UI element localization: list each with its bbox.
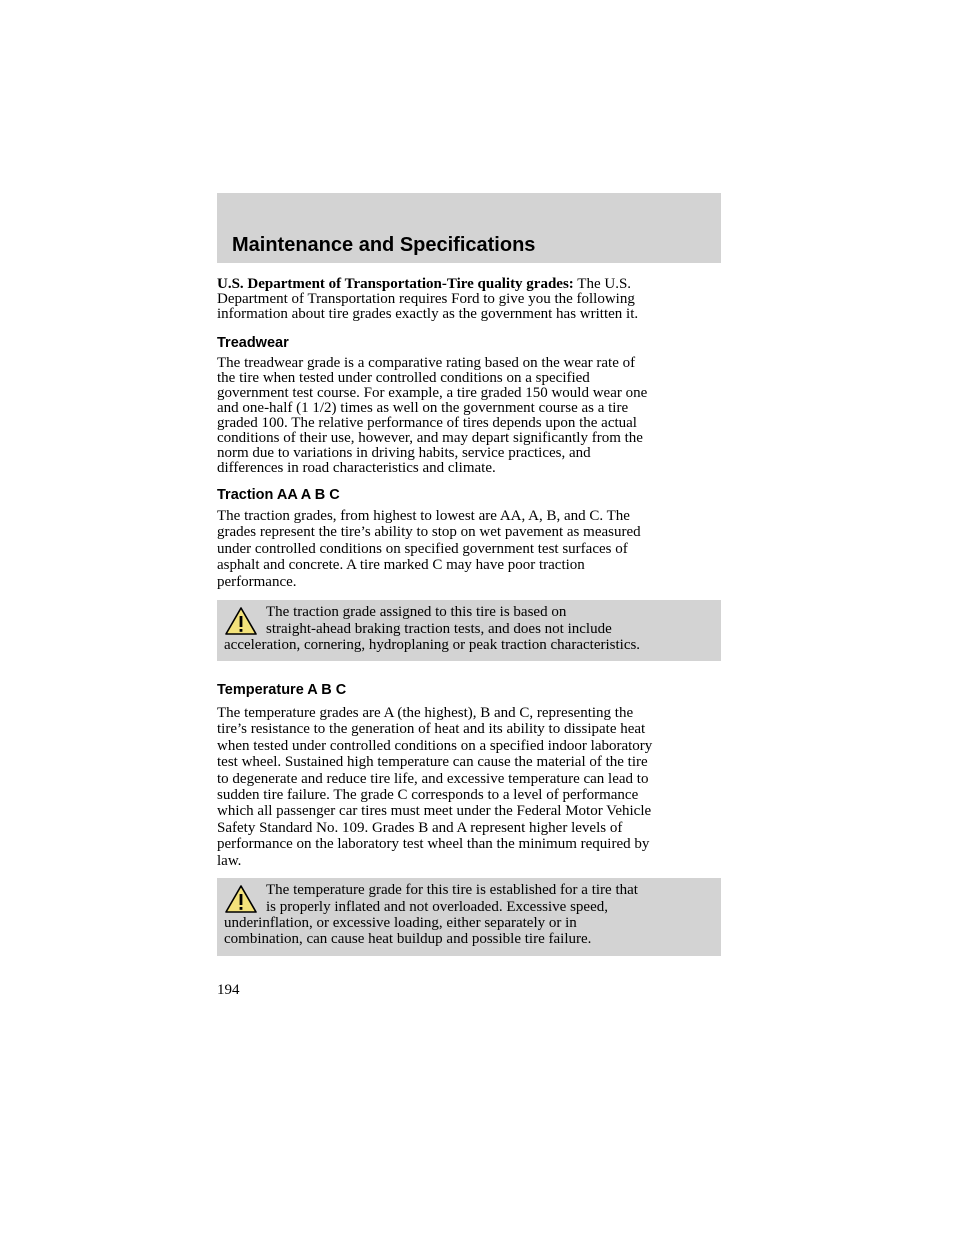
traction-paragraph — [217, 508, 721, 590]
treadwear-line: and one-half (1 1/2) times as well on the government course as a tire — [217, 400, 629, 416]
temperature-line: which all passenger car tires must meet under the Federal Motor Vehicle — [217, 803, 652, 820]
treadwear-line: the tire when tested under controlled conditions on a specified — [217, 370, 590, 386]
traction-warning-line: straight-ahead braking traction tests, and does not include — [266, 620, 612, 637]
temperature-warning-text — [224, 882, 715, 948]
traction-heading: Traction AA A B C — [217, 487, 340, 503]
treadwear-heading: Treadwear — [217, 335, 289, 351]
treadwear-line: The treadwear grade is a comparative rating based on the wear rate of — [217, 355, 636, 371]
temperature-line: law. — [217, 852, 242, 869]
treadwear-line: government test course. For example, a tire graded 150 would wear one — [217, 385, 648, 401]
section-title: Maintenance and Specifications — [232, 234, 536, 256]
treadwear-line: graded 100. The relative performance of tires depends upon the actual — [217, 415, 637, 431]
traction-warning-line: The traction grade assigned to this tire is based on — [266, 604, 567, 621]
treadwear-line: norm due to variations in driving habits, service practices, and — [217, 445, 591, 461]
temperature-line: to degenerate and reduce tire life, and excessive temperature can lead to — [217, 770, 649, 787]
treadwear-line: differences in road characteristics and climate. — [217, 460, 496, 476]
treadwear-paragraph — [217, 356, 721, 476]
temperature-line: Safety Standard No. 109. Grades B and A represent higher levels of — [217, 819, 623, 836]
traction-line: under controlled conditions on specified government test surfaces of — [217, 540, 628, 557]
temperature-warning-line: underinflation, or excessive loading, either separately or in — [224, 914, 577, 931]
page-body — [217, 277, 721, 956]
traction-warning-line: acceleration, cornering, hydroplaning or peak traction characteristics. — [224, 637, 641, 654]
intro-line-3: information about tire grades exactly as the government has written it. — [217, 306, 639, 322]
temperature-line: tire’s resistance to the generation of heat and its ability to dissipate heat — [217, 721, 646, 738]
temperature-warning-line: is properly inflated and not overloaded. Excessive speed, — [266, 898, 608, 915]
intro-paragraph — [217, 277, 721, 322]
intro-line-1: The U.S. — [577, 276, 632, 292]
traction-line: The traction grades, from highest to lowest are AA, A, B, and C. The — [217, 508, 630, 524]
temperature-warning-box — [217, 878, 721, 956]
temperature-paragraph — [217, 705, 721, 869]
temperature-line: The temperature grades are A (the highest), B and C, representing the — [217, 705, 634, 722]
temperature-line: sudden tire failure. The grade C corresponds to a level of performance — [217, 787, 639, 804]
temperature-line: performance on the laboratory test wheel than the minimum required by — [217, 836, 650, 853]
intro-bold-lead: U.S. Department of Transportation-Tire quality grades: — [217, 276, 574, 292]
page-number: 194 — [217, 982, 240, 998]
temperature-warning-line: The temperature grade for this tire is established for a tire that — [266, 882, 638, 899]
temperature-line: when tested under controlled conditions on a specified indoor laboratory — [217, 737, 653, 754]
intro-line-2: Department of Transportation requires Ford to give you the following — [217, 291, 635, 307]
traction-line: performance. — [217, 573, 297, 590]
traction-line: grades represent the tire’s ability to stop on wet pavement as measured — [217, 524, 641, 541]
treadwear-line: conditions of their use, however, and may depart significantly from the — [217, 430, 643, 446]
warning-triangle-icon — [224, 606, 258, 636]
temperature-line: test wheel. Sustained high temperature can cause the material of the tire — [217, 754, 648, 771]
traction-line: asphalt and concrete. A tire marked C may have poor traction — [217, 557, 585, 574]
section-header-band — [217, 193, 721, 263]
traction-warning-box — [217, 600, 721, 661]
warning-triangle-icon — [224, 884, 258, 914]
temperature-heading: Temperature A B C — [217, 682, 347, 699]
traction-warning-text — [224, 604, 715, 654]
temperature-warning-line: combination, can cause heat buildup and possible tire failure. — [224, 931, 592, 948]
